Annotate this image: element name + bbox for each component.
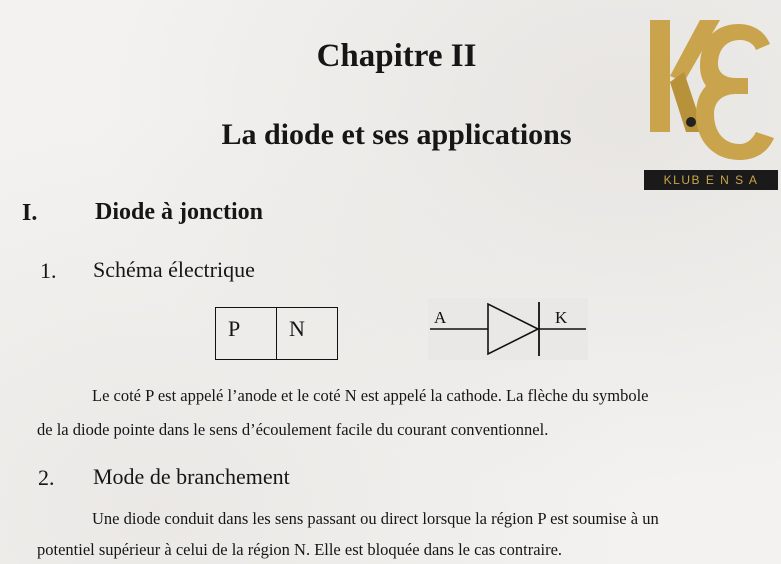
logo-caption: KLUB E N S A	[663, 173, 759, 187]
diode-symbol	[428, 296, 588, 362]
subsection-2-title: Mode de branchement	[93, 464, 290, 489]
n-region-box	[276, 307, 338, 360]
logo-e-letter	[696, 24, 774, 160]
n-region-label: N	[289, 316, 305, 341]
paragraph-1-line-2: de la diode pointe dans le sens d’écoulement facile du courant conventionnel.	[37, 420, 549, 439]
subsection-2-number: 2.	[38, 465, 55, 490]
anode-label: A	[434, 308, 447, 327]
section-number: I.	[22, 200, 38, 226]
chapter-title: La diode et ses applications	[221, 118, 572, 151]
p-region-box	[215, 307, 277, 360]
logo-k-stem	[650, 20, 670, 132]
chapter-heading: Chapitre II	[316, 38, 477, 74]
subsection-1-number: 1.	[40, 258, 57, 283]
section-title: Diode à jonction	[95, 199, 263, 225]
p-region-label: P	[228, 316, 241, 341]
logo-dot	[686, 117, 696, 127]
paragraph-1-line-1: Le coté P est appelé l’anode et le coté N est appelé la cathode. La flèche du symbole	[92, 386, 649, 405]
cathode-label: K	[555, 308, 568, 327]
klub-ensa-logo	[644, 16, 778, 194]
paragraph-2-line-1: Une diode conduit dans les sens passant ou direct lorsque la région P est soumise à un	[92, 509, 659, 528]
subsection-1-title: Schéma électrique	[93, 257, 255, 282]
paragraph-2-line-2: potentiel supérieur à celui de la région N. Elle est bloquée dans le cas contraire.	[37, 540, 563, 559]
